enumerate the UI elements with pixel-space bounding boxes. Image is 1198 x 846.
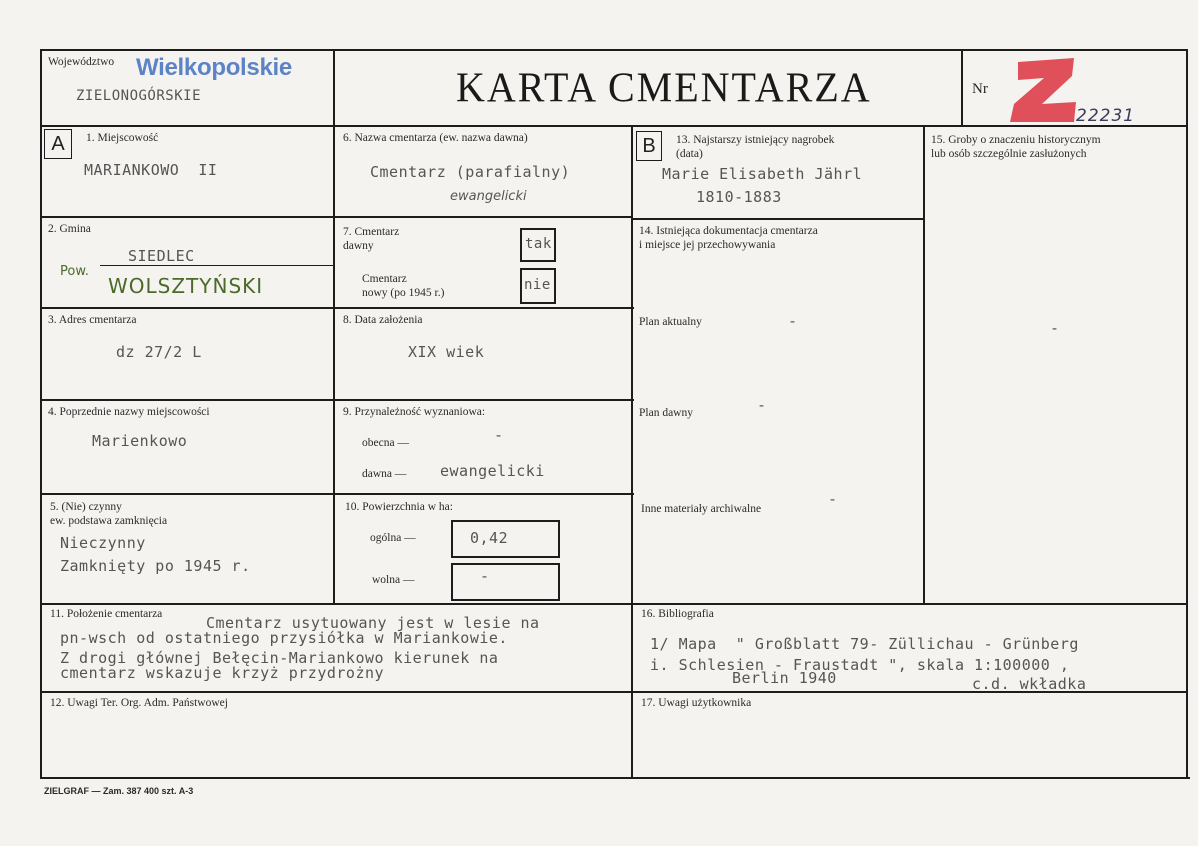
border-top xyxy=(40,49,1186,51)
field10-total-value: 0,42 xyxy=(470,529,509,547)
field11-text-3: Z drogi głównej Bełęcin-Mariankowo kierunek na xyxy=(60,649,499,667)
field8-label: 8. Data założenia xyxy=(343,314,423,326)
field4-value: Marienkowo xyxy=(92,432,188,450)
field16-text-4: c.d. wkładka xyxy=(972,675,1087,693)
row-line-b1 xyxy=(631,218,925,220)
archival-value: - xyxy=(828,490,838,508)
voivodeship-label: Województwo xyxy=(48,56,115,68)
field16-text-1: 1/ Mapa " Großblatt 79- Züllichau - Grünberg xyxy=(650,635,1079,653)
row-line-a5 xyxy=(333,216,633,218)
field15-value: - xyxy=(1050,319,1060,337)
field15-label: 15. Groby o znaczeniu historycznym lub osób szczególnie zasłużonych xyxy=(931,134,1101,160)
voivodeship-value: ZIELONOGÓRSKIE xyxy=(76,88,202,104)
printer-footer: ZIELGRAF — Zam. 387 400 szt. A-3 xyxy=(44,786,194,796)
archival-label: Inne materiały archiwalne xyxy=(641,503,762,515)
plan-old-value: - xyxy=(757,396,767,414)
border-right xyxy=(1186,49,1188,779)
field9-former-value: ewangelicki xyxy=(440,462,545,480)
divider-col3 xyxy=(923,125,925,605)
divider-col1 xyxy=(333,49,335,605)
plan-current-value: - xyxy=(788,312,798,330)
field16-text-3: Berlin 1940 xyxy=(732,669,837,687)
plan-old-label: Plan dawny xyxy=(639,407,693,419)
field7-value-old: tak xyxy=(525,236,552,252)
border-left xyxy=(40,49,42,779)
field7-label-new: Cmentarz nowy (po 1945 r.) xyxy=(362,273,445,299)
border-bottom xyxy=(40,777,1190,779)
plan-current-label: Plan aktualny xyxy=(639,316,702,328)
row-line-a2 xyxy=(40,307,634,309)
field13-value-1: Marie Elisabeth Jährl xyxy=(662,165,863,183)
row-line-a4 xyxy=(40,493,634,495)
field10-label: 10. Powierzchnia w ha: xyxy=(345,501,453,513)
field6-label: 6. Nazwa cmentarza (ew. nazwa dawna) xyxy=(343,132,528,144)
field11-label: 11. Położenie cmentarza xyxy=(50,608,163,620)
row-line-a3 xyxy=(40,399,634,401)
field3-value: dz 27/2 L xyxy=(116,343,202,361)
field5-value-2: Zamknięty po 1945 r. xyxy=(60,557,251,575)
field5-label: 5. (Nie) czynny ew. podstawa zamknięcia xyxy=(50,501,168,527)
section-b-letter: B xyxy=(636,131,662,161)
field5-value-1: Nieczynny xyxy=(60,534,146,552)
voivodeship-stamp: Wielkopolskie xyxy=(136,54,292,81)
field14-label: 14. Istniejąca dokumentacja cmentarza i miejsce jej przechowywania xyxy=(639,225,818,251)
nr-value: 22231 xyxy=(1076,106,1136,126)
header-divider xyxy=(40,125,1186,127)
field2-label: 2. Gmina xyxy=(48,223,91,235)
section-a-letter: A xyxy=(44,129,72,159)
red-z-mark xyxy=(1008,56,1080,124)
field11-text-4: cmentarz wskazuje krzyż przydrożny xyxy=(60,664,385,682)
field11-text-1: Cmentarz usytuowany jest w lesie na xyxy=(206,614,540,632)
field1-value: MARIANKOWO II xyxy=(84,161,218,179)
field1-label: 1. Miejscowość xyxy=(86,132,159,144)
field7-value-new: nie xyxy=(524,277,551,293)
field2-value: SIEDLEC xyxy=(128,247,195,265)
field6-hand: ewangelicki xyxy=(450,189,527,204)
field2-powiat-prefix: Pow. xyxy=(60,264,89,279)
row-line-11 xyxy=(40,603,1188,605)
field9-current-value: - xyxy=(494,426,504,444)
divider-col2 xyxy=(631,125,633,779)
field13-label: 13. Najstarszy istniejący nagrobek (data) xyxy=(676,134,835,160)
field10-total-label: ogólna — xyxy=(370,532,416,544)
field12-label: 12. Uwagi Ter. Org. Adm. Państwowej xyxy=(50,697,228,709)
field11-text-2: pn-wsch od ostatniego przysiółka w Mariankowie. xyxy=(60,629,508,647)
row-line-a1 xyxy=(40,216,334,218)
divider-nr xyxy=(961,49,963,127)
field8-value: XIX wiek xyxy=(408,343,485,361)
field10-free-box xyxy=(451,563,560,601)
field3-label: 3. Adres cmentarza xyxy=(48,314,137,326)
page-title: KARTA CMENTARZA xyxy=(456,63,872,112)
field9-current-label: obecna — xyxy=(362,437,409,449)
gmina-underline xyxy=(100,265,333,266)
field16-text-2: i. Schlesien - Fraustadt ", skala 1:100000 , xyxy=(650,656,1070,674)
field4-label: 4. Poprzednie nazwy miejscowości xyxy=(48,406,210,418)
nr-label: Nr xyxy=(972,81,988,97)
field6-value: Cmentarz (parafialny) xyxy=(370,163,571,181)
field10-free-label: wolna — xyxy=(372,574,415,586)
field16-label: 16. Bibliografia xyxy=(641,608,714,620)
field7-label-old: 7. Cmentarz dawny xyxy=(343,226,400,252)
field13-value-2: 1810-1883 xyxy=(696,188,782,206)
field2-powiat-value: WOLSZTYŃSKI xyxy=(108,274,264,298)
field17-label: 17. Uwagi użytkownika xyxy=(641,697,752,709)
field9-label: 9. Przynależność wyznaniowa: xyxy=(343,406,486,418)
field9-former-label: dawna — xyxy=(362,468,407,480)
field10-free-value: - xyxy=(480,567,490,585)
